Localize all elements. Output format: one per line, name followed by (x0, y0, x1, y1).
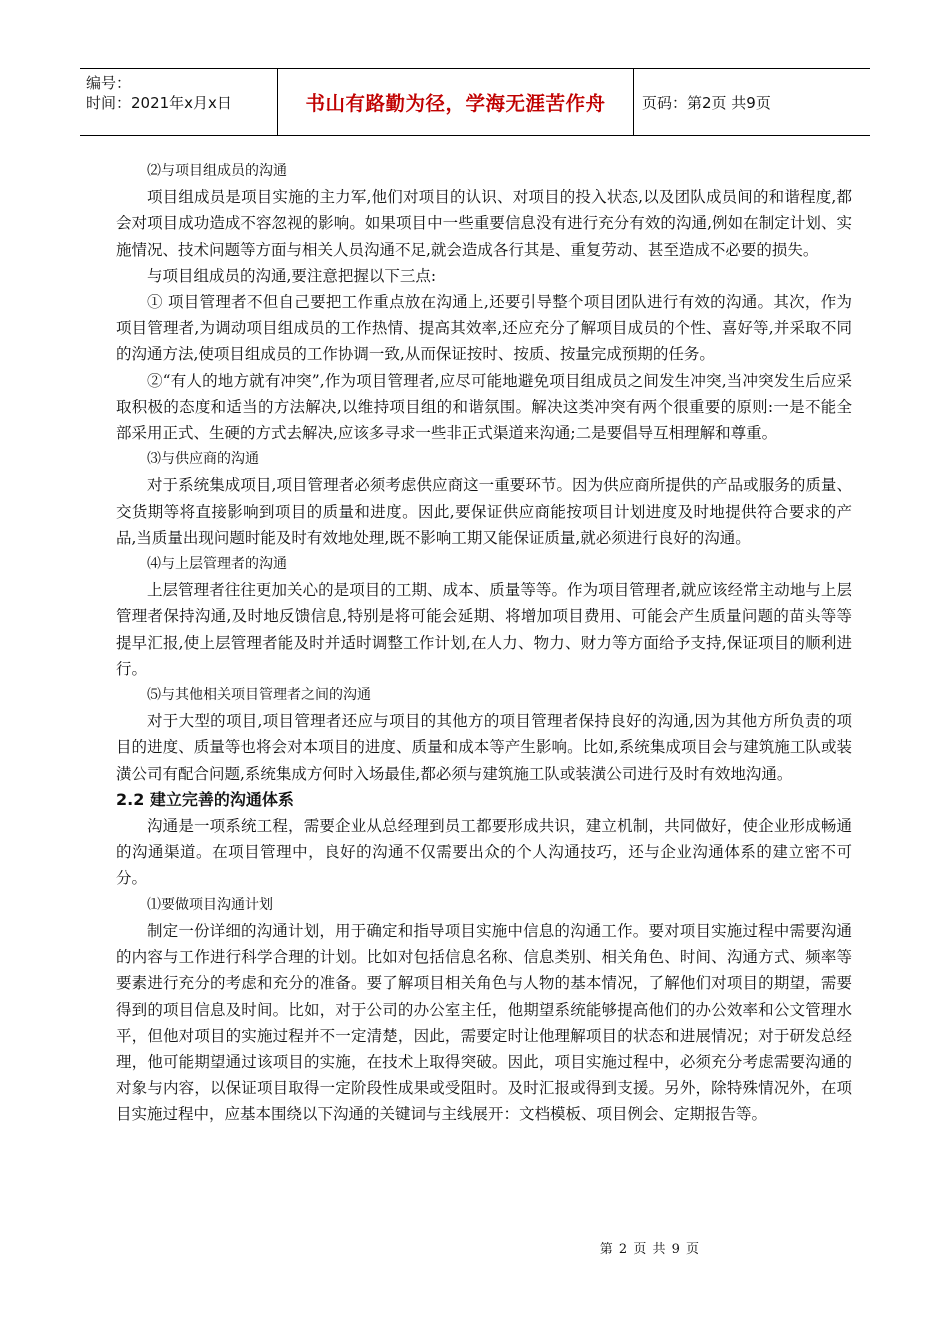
paragraph: 与项目组成员的沟通,要注意把握以下三点: (147, 266, 437, 285)
paragraph: 上层管理者往往更加关心的是项目的工期、成本、质量等等。作为项目管理者,就应该经常主动地与上层管理者保持沟通,及时地反馈信息,特别是将可能会延期、将增加项目费用、可能会产生质量问题的苗头等等提早汇报,使上层管理者能及时并适时调整工作计划,在人力、物力、财力等方面给予支持,保证项目的顺利进行。 (116, 581, 852, 678)
doc-number-label: 编号： (86, 74, 132, 92)
paragraph: 对于系统集成项目,项目管理者必须考虑供应商这一重要环节。因为供应商所提供的产品或服务的质量、交货期等将直接影响到项目的质量和进度。因此,要保证供应商能按项目计划进度及时地提供符合要求的产品,当质量出现问题时能及时有效地处理,既不影响工期又能保证质量,就必须进行良好的沟通。 (116, 476, 852, 547)
motto-text: 书山有路勤为径，学海无涯苦作舟 (305, 92, 606, 115)
header-meta-cell (80, 69, 278, 135)
subheading-other-managers: ⑸与其他相关项目管理者之间的沟通 (147, 687, 371, 704)
paragraph: 制定一份详细的沟通计划，用于确定和指导项目实施中信息的沟通工作。要对项目实施过程中需要沟通的内容与工作进行科学合理的计划。比如对包括信息名称、信息类别、相关角色、时间、沟通方式、频率等要素进行充分的考虑和充分的准备。要了解项目相关角色与人物的基本情况，了解他们对项目的期望，需要得到的项目信息及时间。比如，对于公司的办公室主任，他期望系统能够提高他们的办公效率和公文管理水平，但他对项目的实施过程并不一定清楚，因此，需要定时让他理解项目的状态和进展情况；对于研发总经理，他可能期望通过该项目的实施，在技术上取得突破。因此，项目实施过程中，必须充分考虑需要沟通的对象与内容，以保证项目取得一定阶段性成果或受阻时。及时汇报或得到支援。另外，除特殊情况外，在项目实施过程中，应基本围绕以下沟通的关键词与主线展开：文档模板、项目例会、定期报告等。 (116, 921, 852, 1124)
section-heading: 2.2 建立完善的沟通体系 (116, 789, 294, 809)
paragraph: 对于大型的项目,项目管理者还应与项目的其他方的项目管理者保持良好的沟通,因为其他方所负责的项目的进度、质量等也将会对本项目的进度、质量和成本等产生影响。比如,系统集成项目会与建筑施工队或装潢公司有配合问题,系统集成方何时入场最佳,都必须与建筑施工队或装潢公司进行及时有效地沟通。 (116, 712, 852, 783)
paragraph: 项目组成员是项目实施的主力军,他们对项目的认识、对项目的投入状态,以及团队成员间的和谐程度,都会对项目成功造成不容忽视的影响。如果项目中一些重要信息没有进行充分有效的沟通,例如在制定计划、实施情况、技术问题等方面与相关人员沟通不足,就会造成各行其是、重复劳动、甚至造成不必要的损失。 (116, 188, 852, 259)
header-page-cell (634, 69, 870, 135)
paragraph: ②“有人的地方就有冲突”,作为项目管理者,应尽可能地避免项目组成员之间发生冲突,当冲突发生后应采取积极的态度和适当的方法解决,以维持项目组的和谐氛围。解决这类冲突有两个很重要的原则:一是不能全部采用正式、生硬的方式去解决,应该多寻求一些非正式渠道来沟通;二是要倡导互相理解和尊重。 (116, 371, 852, 443)
time-label: 时间：2021年x月x日 (86, 94, 232, 112)
paragraph: 沟通是一项系统工程，需要企业从总经理到员工都要形成共识，建立机制，共同做好，使企业形成畅通的沟通渠道。在项目管理中，良好的沟通不仅需要出众的个人沟通技巧，还与企业沟通体系的建立密不可分。 (116, 817, 852, 888)
page-header (80, 68, 870, 136)
subheading-supplier: ⑶与供应商的沟通 (147, 451, 259, 468)
subheading-plan: ⑴要做项目沟通计划 (147, 896, 273, 913)
subheading-team: ⑵与项目组成员的沟通 (147, 163, 287, 179)
footer-page-number: 第 2 页 共 9 页 (599, 1242, 700, 1257)
page-indicator: 页码：第2页 共9页 (642, 93, 771, 112)
paragraph: ① 项目管理者不但自己要把工作重点放在沟通上,还要引导整个项目团队进行有效的沟通。其次，作为项目管理者,为调动项目组成员的工作热情、提高其效率,还应充分了解项目成员的个性、喜好等,并采取不同的沟通方法,使项目组成员的工作协调一致,从而保证按时、按质、按量完成预期的任务。 (116, 293, 852, 364)
page-footer (0, 1238, 950, 1257)
header-motto-cell (278, 69, 634, 135)
document-body (116, 158, 852, 1128)
subheading-management: ⑷与上层管理者的沟通 (147, 556, 287, 573)
